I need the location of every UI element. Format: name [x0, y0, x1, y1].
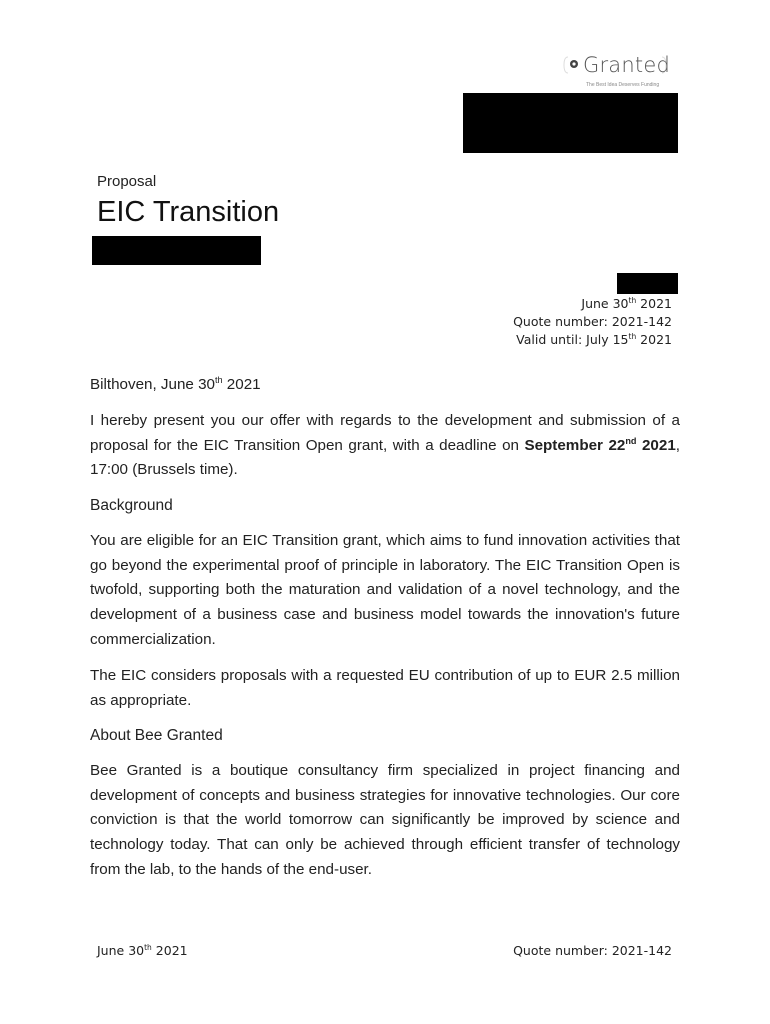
- background-heading: Background: [90, 497, 173, 514]
- background-paragraph-1: You are eligible for an EIC Transition grant, which aims to fund innovation activities that go beyond the experimental proof of principle in laboratory. The EIC Transition Open is twofold, supporting both the maturation and validation of a novel technology, and the development of a business case and business model towards the innovation's future commercialization.: [90, 532, 680, 648]
- meta-date: June 30th 2021: [581, 295, 672, 311]
- logo-name: Granted: [583, 53, 670, 77]
- document-kicker: Proposal: [97, 173, 157, 190]
- about-heading: About Bee Granted: [90, 727, 223, 744]
- footer-quote-number: Quote number: 2021-142: [513, 943, 672, 958]
- intro-paragraph: I hereby present you our offer with regards to the development and submission of a proposal for the EIC Transition Open grant, with a deadline on September 22nd 2021, 17:00 (Brussels time).: [90, 412, 680, 479]
- bee-logo-icon: [569, 59, 579, 69]
- background-paragraph-2: The EIC considers proposals with a requested EU contribution of up to EUR 2.5 million as appropriate.: [90, 667, 680, 709]
- redaction-block-small: [617, 273, 678, 294]
- logo-tagline: The Best Idea Deserves Funding: [586, 82, 660, 88]
- document-title: EIC Transition: [97, 196, 280, 228]
- footer-date: June 30th 2021: [97, 942, 188, 958]
- meta-valid-until: Valid until: July 15th 2021: [516, 331, 672, 347]
- about-paragraph: Bee Granted is a boutique consultancy firm specialized in project financing and development of concepts and business strategies for innovative technologies. Our core conviction is that the world tomorrow can significantly be improved by science and technology today. That can only be achieved through efficient transfer of technology from the lab, to the hands of the end-user.: [90, 762, 680, 878]
- quote-meta: [513, 295, 672, 349]
- meta-quote-number: Quote number: 2021-142: [513, 314, 672, 329]
- redaction-block-client: [92, 236, 261, 265]
- redaction-block-address: [463, 93, 678, 153]
- letter-place-date: Bilthoven, June 30th 2021: [90, 374, 261, 393]
